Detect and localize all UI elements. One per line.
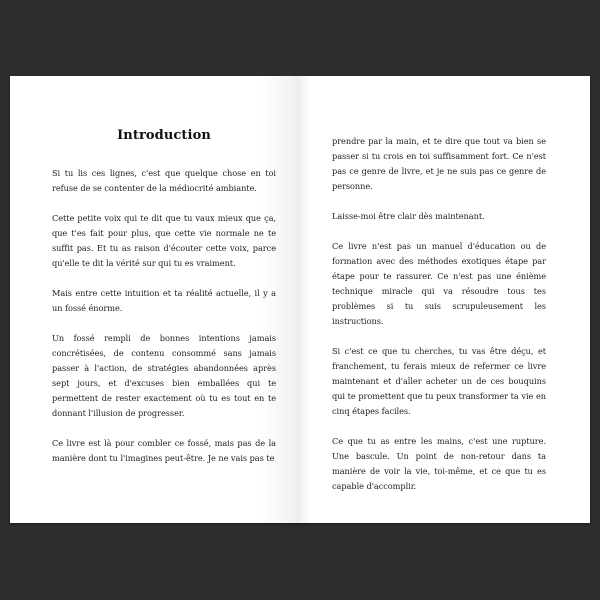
- paragraph: Mais entre cette intuition et ta réalité actuelle, il y a un fossé énorme.: [52, 288, 276, 313]
- paragraph: Un fossé rempli de bonnes intentions jamais concrétisées, de contenu consommé sans jamais passer à l'action, de stratégies abandonnées après sept jours, et d'excuses bien emballées qui te permettent de rester exactement où tu es tout en te donnant l'illusion de progresser.: [52, 333, 276, 418]
- paragraph: Ce livre est là pour combler ce fossé, mais pas de la manière dont tu l'imagines peut-être. Je ne vais pas te: [52, 438, 276, 463]
- paragraph: Cette petite voix qui te dit que tu vaux mieux que ça, que t'es fait pour plus, que cette vie normale ne te suffit pas. Et tu as raison d'écouter cette voix, parce qu'elle te dit la vérité sur qui tu es vraiment.: [52, 213, 276, 268]
- chapter-title: Introduction: [117, 128, 211, 143]
- right-page: [300, 76, 590, 523]
- paragraph: Si tu lis ces lignes, c'est que quelque chose en toi refuse de se contenter de la médiocrité ambiante.: [52, 168, 276, 193]
- paragraph: Ce que tu as entre les mains, c'est une rupture. Une bascule. Un point de non-retour dans ta manière de voir la vie, toi-même, et ce que tu es capable d'accomplir.: [332, 436, 546, 491]
- open-book-spread: [10, 76, 590, 523]
- paragraph: Ce livre n'est pas un manuel d'éducation ou de formation avec des méthodes exotiques étape par étape pour te rassurer. Ce n'est pas une énième technique miracle qui va résoudre tous tes problèmes si tu suis scrupuleusement les instructions.: [332, 241, 546, 326]
- left-page: [10, 76, 300, 523]
- paragraph: prendre par la main, et te dire que tout va bien se passer si tu crois en toi suffisamment fort. Ce n'est pas ce genre de livre, et je ne suis pas ce genre de personne.: [332, 136, 546, 191]
- paragraph: Laisse-moi être clair dès maintenant.: [332, 211, 485, 221]
- paragraph: Si c'est ce que tu cherches, tu vas être déçu, et franchement, tu ferais mieux de refermer ce livre maintenant et d'aller acheter un de ces bouquins qui te promettent que tu peux transformer ta vie en cinq étapes faciles.: [332, 346, 546, 416]
